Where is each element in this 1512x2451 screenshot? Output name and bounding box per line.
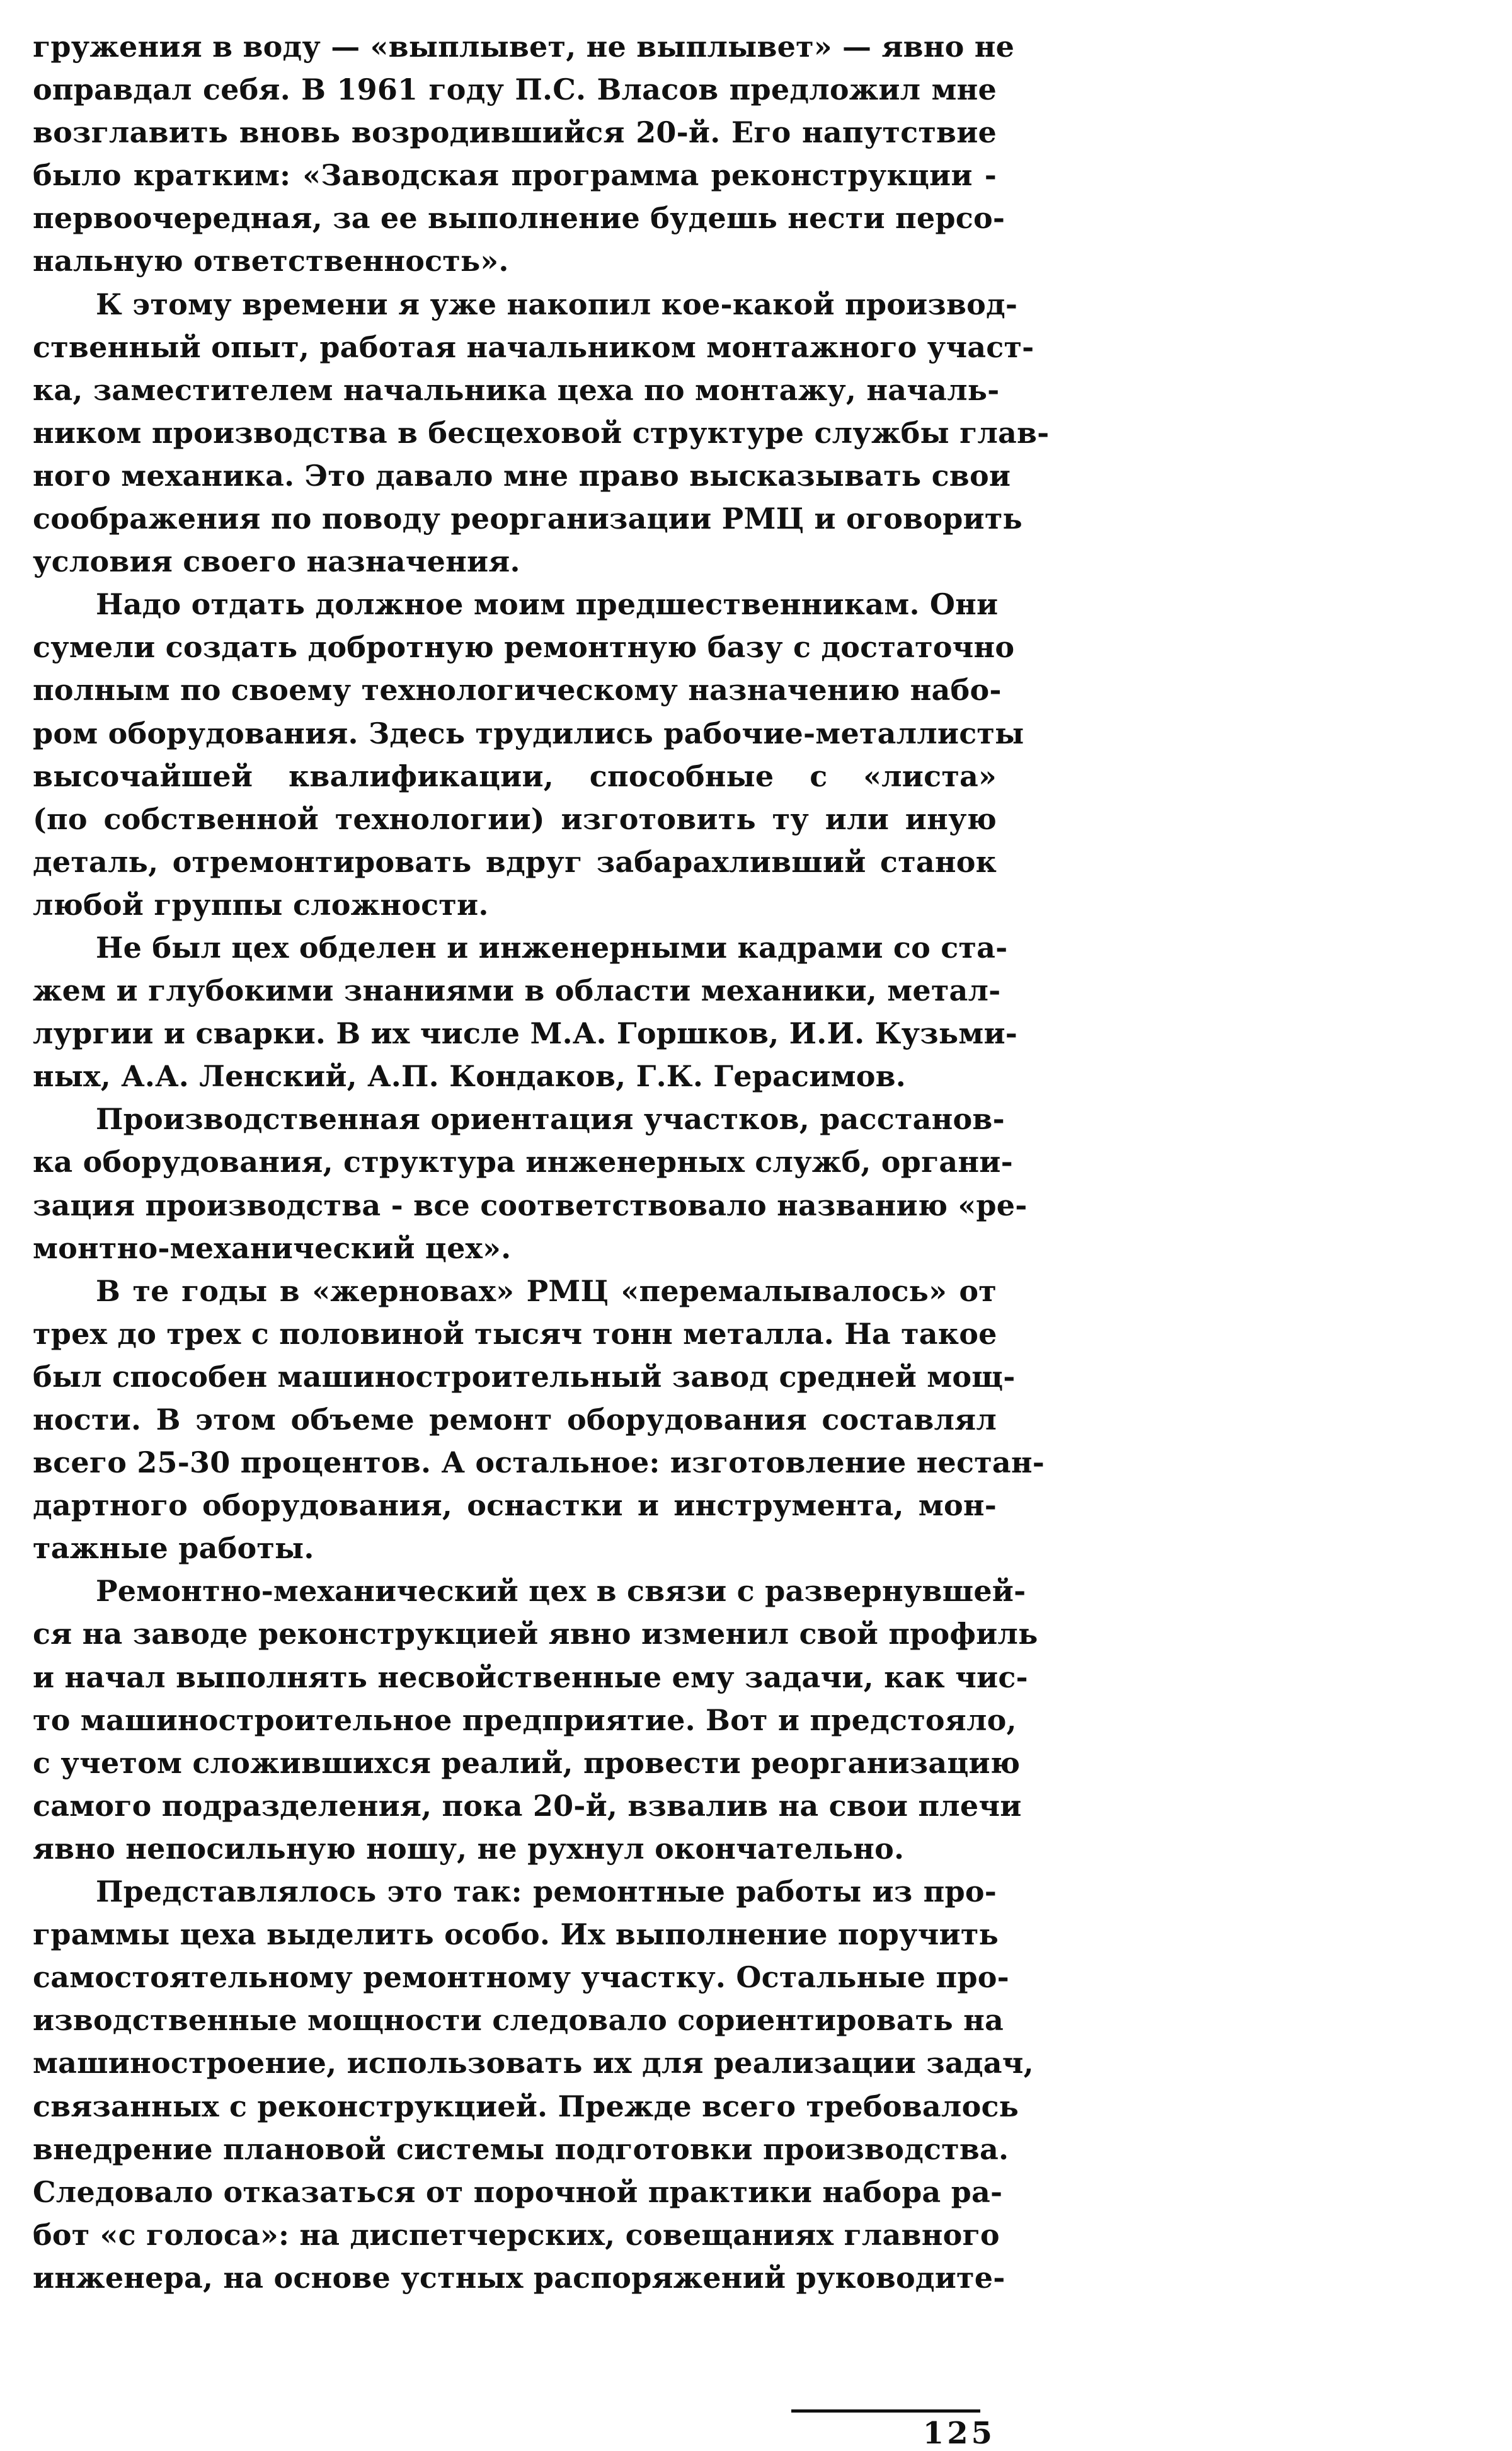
text-line: возглавить вновь возродившийся 20-й. Его напутствие [33, 115, 997, 150]
text-line: Следовало отказаться от порочной практики набора ра- [33, 2174, 1003, 2209]
text-line: всего 25-30 процентов. А остальное: изготовление нестан- [33, 1445, 1045, 1480]
text-line: внедрение плановой системы подготовки производства. [33, 2132, 1009, 2166]
text-line: ка оборудования, структура инженерных служб, органи- [33, 1145, 1013, 1180]
text-line: ся на заводе реконструкцией явно изменил свой профиль [33, 1617, 1038, 1651]
text-line: самостоятельному ремонтному участку. Остальные про- [33, 1960, 1009, 1995]
text-line: сумели создать добротную ремонтную базу с достаточно [33, 630, 1015, 665]
text-line: машиностроение, использовать их для реализации задач, [33, 2046, 1034, 2081]
text-line: жем и глубокими знаниями в области механики, метал- [33, 973, 1001, 1008]
text-line: изводственные мощности следовало сориентировать на [33, 2003, 1004, 2038]
text-line: самого подразделения, пока 20-й, взвалив на свои плечи [33, 1788, 1022, 1823]
text-line: условия своего назначения. [33, 544, 520, 579]
text-line: инженера, на основе устных распоряжений руководите- [33, 2260, 1005, 2295]
text-line: и начал выполнять несвойственные ему задачи, как чис- [33, 1660, 1028, 1694]
text-line: было кратким: «Заводская программа реконструкции - [33, 158, 997, 193]
text-line: любой группы сложности. [33, 887, 489, 922]
text-line: ственный опыт, работая начальником монтажного участ- [33, 330, 1034, 364]
text-line: ка, заместителем начальника цеха по монтажу, началь- [33, 372, 1000, 407]
text-line: (по собственной технологии) изготовить ту или иную [33, 801, 997, 836]
text-line: К этому времени я уже накопил кое-какой производ- [96, 287, 1018, 321]
text-line: нальную ответственность». [33, 244, 509, 278]
text-line: граммы цеха выделить особо. Их выполнение поручить [33, 1917, 999, 1952]
text-line: деталь, отремонтировать вдруг забарахливший станок [33, 844, 997, 879]
page-number-rule [791, 2409, 980, 2413]
text-line: связанных с реконструкцией. Прежде всего требовалось [33, 2089, 1019, 2123]
text-line: соображения по поводу реорганизации РМЦ и оговорить [33, 502, 1022, 536]
text-line: полным по своему технологическому назначению набо- [33, 673, 1002, 708]
page-text [33, 25, 1050, 2299]
text-line: Ремонтно-механический цех в связи с развернувшей- [96, 1574, 1026, 1609]
text-line: первоочередная, за ее выполнение будешь нести персо- [33, 201, 1005, 236]
text-line: лургии и сварки. В их числе М.А. Горшков, И.И. Кузьми- [33, 1016, 1018, 1051]
text-line: трех до трех с половиной тысяч тонн металла. На такое [33, 1316, 997, 1351]
text-line: дартного оборудования, оснастки и инструмента, мон- [33, 1488, 997, 1523]
text-line: монтно-механический цех». [33, 1231, 512, 1265]
text-line: Представлялось это так: ремонтные работы из про- [96, 1874, 997, 1909]
text-line: тажные работы. [33, 1531, 314, 1566]
text-line: В те годы в «жерновах» РМЦ «перемалывалось» от [96, 1273, 997, 1308]
text-line: ником производства в бесцеховой структуре службы глав- [33, 415, 1050, 450]
text-line: ности. В этом объеме ремонт оборудования составлял [33, 1403, 997, 1437]
text-line: гружения в воду — «выплывет, не выплывет» — явно не [33, 30, 1015, 64]
text-line: с учетом сложившихся реалий, провести реорганизацию [33, 1745, 1021, 1780]
text-line: ного механика. Это давало мне право высказывать свои [33, 458, 1011, 493]
text-line: ром оборудования. Здесь трудились рабочие-металлисты [33, 716, 1024, 750]
text-line: то машиностроительное предприятие. Вот и предстояло, [33, 1702, 1017, 1737]
text-line: ных, А.А. Ленский, А.П. Кондаков, Г.К. Герасимов. [33, 1059, 907, 1094]
page-number: 125 [922, 2416, 995, 2451]
text-line: оправдал себя. В 1961 году П.С. Власов предложил мне [33, 72, 997, 107]
text-line: явно непосильную ношу, не рухнул окончательно. [33, 1831, 905, 1866]
text-line: высочайшей квалификации, способные с «листа» [33, 759, 997, 793]
text-line: Надо отдать должное моим предшественникам. Они [96, 587, 999, 622]
text-line: бот «с голоса»: на диспетчерских, совещаниях главного [33, 2217, 1000, 2252]
text-line: был способен машиностроительный завод средней мощ- [33, 1359, 1016, 1394]
text-line: зация производства - все соответствовало названию «ре- [33, 1188, 1028, 1222]
text-line: Производственная ориентация участков, расстанов- [96, 1102, 1005, 1137]
text-line: Не был цех обделен и инженерными кадрами со ста- [96, 930, 1008, 965]
